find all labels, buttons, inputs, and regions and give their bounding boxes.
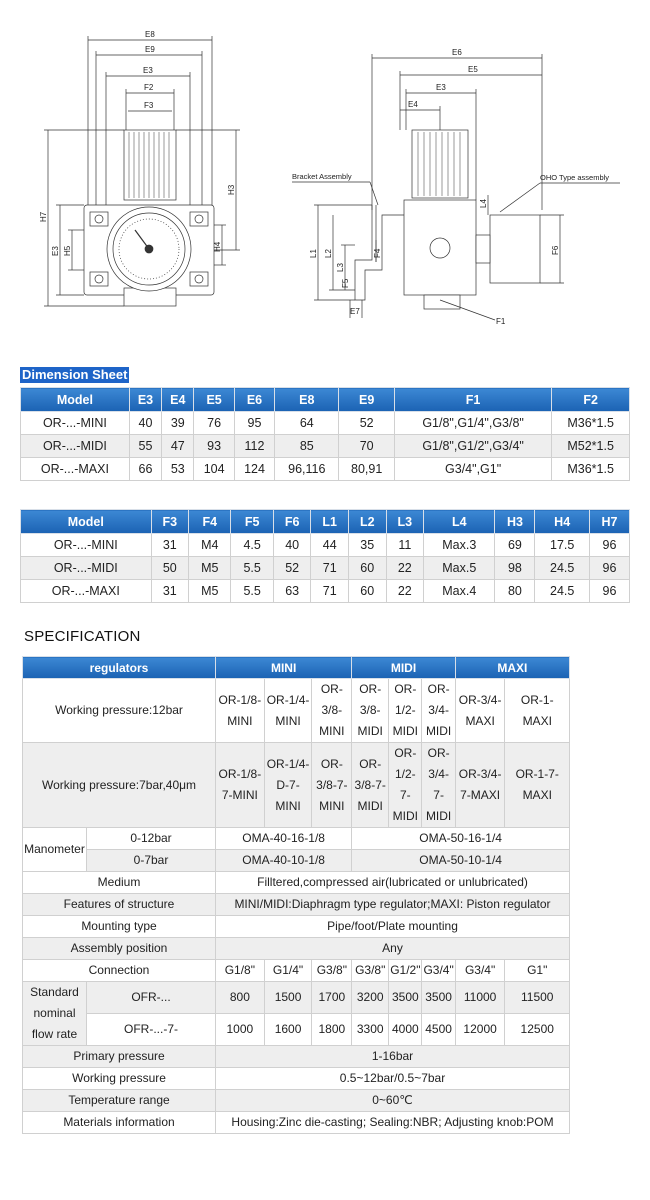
- spec-header-maxi: MAXI: [455, 657, 569, 679]
- table1-cell: 64: [275, 412, 339, 435]
- mounting-value: Pipe/foot/Plate mounting: [216, 916, 570, 938]
- table1-cell: 53: [162, 458, 194, 481]
- flow-value: 1600: [264, 1014, 312, 1046]
- table2-cell: 31: [151, 534, 189, 557]
- table2-cell: 40: [273, 534, 311, 557]
- table1-header: Model: [21, 388, 130, 412]
- wp12-model: OR-1/8-MINI: [216, 679, 265, 743]
- table1-cell: G1/8",G1/4",G3/8": [394, 412, 551, 435]
- table2-cell: 96: [589, 580, 629, 603]
- materials-value: Housing:Zinc die-casting; Sealing:NBR; Adjusting knob:POM: [216, 1112, 570, 1134]
- table2-cell: Max.5: [424, 557, 495, 580]
- table1-cell: G3/4",G1": [394, 458, 551, 481]
- assembly-value: Any: [216, 938, 570, 960]
- label-H4: H4: [213, 241, 222, 252]
- table1-cell: 70: [339, 435, 394, 458]
- table2-cell: 24.5: [535, 580, 590, 603]
- table2-header: L2: [348, 510, 386, 534]
- table2-cell: 24.5: [535, 557, 590, 580]
- label-F1: F1: [496, 317, 506, 326]
- table2-cell: 22: [386, 557, 424, 580]
- flow-value: 1500: [264, 982, 312, 1014]
- flow-value: 800: [216, 982, 265, 1014]
- label-E5: E5: [468, 65, 478, 74]
- wp7-model: OR-1/2-7-MIDI: [389, 743, 422, 828]
- label-F4: F4: [373, 248, 382, 258]
- table-row: [21, 557, 630, 580]
- temperature-value: 0~60℃: [216, 1090, 570, 1112]
- table2-cell: M5: [189, 580, 231, 603]
- wp12-model: OR-3/4-MAXI: [455, 679, 505, 743]
- manometer-mini: OMA-40-16-1/8: [216, 828, 352, 850]
- table1-cell: 66: [129, 458, 161, 481]
- table2-cell: 71: [311, 580, 349, 603]
- flow-value: 1700: [312, 982, 352, 1014]
- mounting-label: Mounting type: [23, 916, 216, 938]
- specification-table: [22, 656, 570, 1134]
- medium-label: Medium: [23, 872, 216, 894]
- label-bracket-assembly: Bracket Assembly: [292, 172, 352, 181]
- medium-value: Filltered,compressed air(lubricated or unlubricated): [216, 872, 570, 894]
- table1-cell: OR-...-MAXI: [21, 458, 130, 481]
- structure-value: MINI/MIDI:Diaphragm type regulator;MAXI: Piston regulator: [216, 894, 570, 916]
- table2-cell: 5.5: [231, 557, 273, 580]
- table-row: [21, 435, 630, 458]
- table2-cell: Max.3: [424, 534, 495, 557]
- table-row: [21, 458, 630, 481]
- temperature-label: Temperature range: [23, 1090, 216, 1112]
- manometer-midi-maxi: OMA-50-16-1/4: [352, 828, 570, 850]
- table2-cell: 4.5: [231, 534, 273, 557]
- table2-cell: 22: [386, 580, 424, 603]
- spec-header-midi: MIDI: [352, 657, 455, 679]
- table2-cell: Max.4: [424, 580, 495, 603]
- table2-cell: 50: [151, 557, 189, 580]
- wp12-model: OR-3/8-MINI: [312, 679, 352, 743]
- label-L3: L3: [336, 263, 345, 272]
- working-pressure-value: 0.5~12bar/0.5~7bar: [216, 1068, 570, 1090]
- label-F5: F5: [341, 278, 350, 288]
- table2-header: L1: [311, 510, 349, 534]
- wp12-label: Working pressure:12bar: [23, 679, 216, 743]
- table1-cell: 104: [194, 458, 234, 481]
- table1-header: E8: [275, 388, 339, 412]
- label-F3: F3: [144, 101, 154, 110]
- manometer-range: 0-7bar: [86, 850, 215, 872]
- table1-cell: 55: [129, 435, 161, 458]
- flow-value: 12000: [455, 1014, 505, 1046]
- table-row: [21, 580, 630, 603]
- flow-value: 11000: [455, 982, 505, 1014]
- spec-header-mini: MINI: [216, 657, 352, 679]
- table2-cell: 52: [273, 557, 311, 580]
- label-oho-type-assembly: OHO Type assembly: [540, 173, 610, 182]
- table1-cell: 47: [162, 435, 194, 458]
- table1-cell: 93: [194, 435, 234, 458]
- table2-cell: 35: [348, 534, 386, 557]
- label-E8: E8: [145, 30, 155, 39]
- wp7-model: OR-3/8-7-MINI: [312, 743, 352, 828]
- working-pressure-label: Working pressure: [23, 1068, 216, 1090]
- table1-cell: OR-...-MINI: [21, 412, 130, 435]
- table-row: [21, 534, 630, 557]
- wp7-model: OR-3/4-7-MAXI: [455, 743, 505, 828]
- table2-cell: 71: [311, 557, 349, 580]
- flow-value: 3500: [422, 982, 455, 1014]
- flow-value: 1800: [312, 1014, 352, 1046]
- wp12-model: OR-3/4-MIDI: [422, 679, 455, 743]
- flow-value: 3300: [352, 1014, 389, 1046]
- specification-title: SPECIFICATION: [24, 628, 141, 645]
- table2-header: H4: [535, 510, 590, 534]
- dimension-sheet-title: Dimension Sheet: [22, 367, 128, 382]
- table1-cell: 112: [234, 435, 274, 458]
- table2-cell: 63: [273, 580, 311, 603]
- table1-header: F2: [552, 388, 630, 412]
- flow-model: OFR-...: [86, 982, 215, 1014]
- table1-cell: 96,116: [275, 458, 339, 481]
- table1-cell: 39: [162, 412, 194, 435]
- table1-cell: 40: [129, 412, 161, 435]
- wp7-model: OR-3/4-7-MIDI: [422, 743, 455, 828]
- table2-cell: OR-...-MIDI: [21, 557, 152, 580]
- wp12-model: OR-1/2-MIDI: [389, 679, 422, 743]
- table1-header: F1: [394, 388, 551, 412]
- wp7-label: Working pressure:7bar,40μm: [23, 743, 216, 828]
- label-H7: H7: [39, 211, 48, 222]
- flow-label: Standard nominal flow rate: [23, 982, 87, 1046]
- table2-cell: 80: [495, 580, 535, 603]
- table2-cell: M5: [189, 557, 231, 580]
- table2-header: Model: [21, 510, 152, 534]
- wp7-model: OR-3/8-7-MIDI: [352, 743, 389, 828]
- table2-cell: M4: [189, 534, 231, 557]
- table2-cell: 60: [348, 557, 386, 580]
- table2-header: F6: [273, 510, 311, 534]
- label-L1: L1: [309, 249, 318, 258]
- table2-cell: 44: [311, 534, 349, 557]
- table2-cell: 31: [151, 580, 189, 603]
- table1-cell: 95: [234, 412, 274, 435]
- table1-cell: M36*1.5: [552, 412, 630, 435]
- table2-header: H7: [589, 510, 629, 534]
- manometer-range: 0-12bar: [86, 828, 215, 850]
- table2-cell: 5.5: [231, 580, 273, 603]
- connection-value: G3/8": [312, 960, 352, 982]
- label-E4: E4: [408, 100, 418, 109]
- flow-value: 1000: [216, 1014, 265, 1046]
- table1-header: E6: [234, 388, 274, 412]
- flow-value: 3500: [389, 982, 422, 1014]
- table1-header: E3: [129, 388, 161, 412]
- table1-cell: 52: [339, 412, 394, 435]
- table1-cell: 85: [275, 435, 339, 458]
- table2-header: F3: [151, 510, 189, 534]
- flow-model: OFR-...-7-: [86, 1014, 215, 1046]
- connection-value: G3/8": [352, 960, 389, 982]
- table2-header: L4: [424, 510, 495, 534]
- manometer-midi-maxi: OMA-50-10-1/4: [352, 850, 570, 872]
- spec-header-regulators: regulators: [23, 657, 216, 679]
- connection-value: G1/4": [264, 960, 312, 982]
- wp7-model: OR-1/4-D-7-MINI: [264, 743, 312, 828]
- connection-label: Connection: [23, 960, 216, 982]
- primary-pressure-value: 1-16bar: [216, 1046, 570, 1068]
- label-H3: H3: [227, 184, 236, 195]
- materials-label: Materials information: [23, 1112, 216, 1134]
- table1-header: E4: [162, 388, 194, 412]
- table2-cell: OR-...-MAXI: [21, 580, 152, 603]
- flow-value: 11500: [505, 982, 570, 1014]
- table1-cell: 80,91: [339, 458, 394, 481]
- manometer-label: Manometer: [23, 828, 87, 872]
- label-E6: E6: [452, 48, 462, 57]
- table-row: [21, 412, 630, 435]
- flow-value: 12500: [505, 1014, 570, 1046]
- dimension-table-2: [20, 509, 630, 603]
- table2-header: F5: [231, 510, 273, 534]
- table1-header: E5: [194, 388, 234, 412]
- label-F2: F2: [144, 83, 154, 92]
- table1-cell: M36*1.5: [552, 458, 630, 481]
- assembly-label: Assembly position: [23, 938, 216, 960]
- table2-cell: 96: [589, 534, 629, 557]
- table1-cell: OR-...-MIDI: [21, 435, 130, 458]
- technical-drawing: [0, 0, 650, 350]
- label-E9: E9: [145, 45, 155, 54]
- label-E3-right: E3: [436, 83, 446, 92]
- connection-value: G3/4": [455, 960, 505, 982]
- table2-cell: 98: [495, 557, 535, 580]
- table2-cell: 17.5: [535, 534, 590, 557]
- table2-cell: 96: [589, 557, 629, 580]
- manometer-mini: OMA-40-10-1/8: [216, 850, 352, 872]
- table1-cell: 124: [234, 458, 274, 481]
- dimension-table-1: [20, 387, 630, 481]
- label-H5: H5: [63, 245, 72, 256]
- connection-value: G3/4": [422, 960, 455, 982]
- table2-cell: 11: [386, 534, 424, 557]
- label-F6: F6: [551, 245, 560, 255]
- connection-value: G1/2": [389, 960, 422, 982]
- table2-header: L3: [386, 510, 424, 534]
- flow-value: 3200: [352, 982, 389, 1014]
- label-L4: L4: [479, 199, 488, 208]
- connection-value: G1/8": [216, 960, 265, 982]
- connection-value: G1": [505, 960, 570, 982]
- label-E3-vertical: E3: [51, 246, 60, 256]
- flow-value: 4500: [422, 1014, 455, 1046]
- wp7-model: OR-1/8-7-MINI: [216, 743, 265, 828]
- wp12-model: OR-1/4-MINI: [264, 679, 312, 743]
- table1-cell: M52*1.5: [552, 435, 630, 458]
- table2-cell: 69: [495, 534, 535, 557]
- label-E3: E3: [143, 66, 153, 75]
- table1-cell: G1/8",G1/2",G3/4": [394, 435, 551, 458]
- wp7-model: OR-1-7-MAXI: [505, 743, 570, 828]
- primary-pressure-label: Primary pressure: [23, 1046, 216, 1068]
- table2-cell: OR-...-MINI: [21, 534, 152, 557]
- wp12-model: OR-1-MAXI: [505, 679, 570, 743]
- label-L2: L2: [324, 249, 333, 258]
- flow-value: 4000: [389, 1014, 422, 1046]
- table2-header: H3: [495, 510, 535, 534]
- structure-label: Features of structure: [23, 894, 216, 916]
- table2-header: F4: [189, 510, 231, 534]
- wp12-model: OR-3/8-MIDI: [352, 679, 389, 743]
- table1-cell: 76: [194, 412, 234, 435]
- table2-cell: 60: [348, 580, 386, 603]
- label-E7: E7: [350, 307, 360, 316]
- table1-header: E9: [339, 388, 394, 412]
